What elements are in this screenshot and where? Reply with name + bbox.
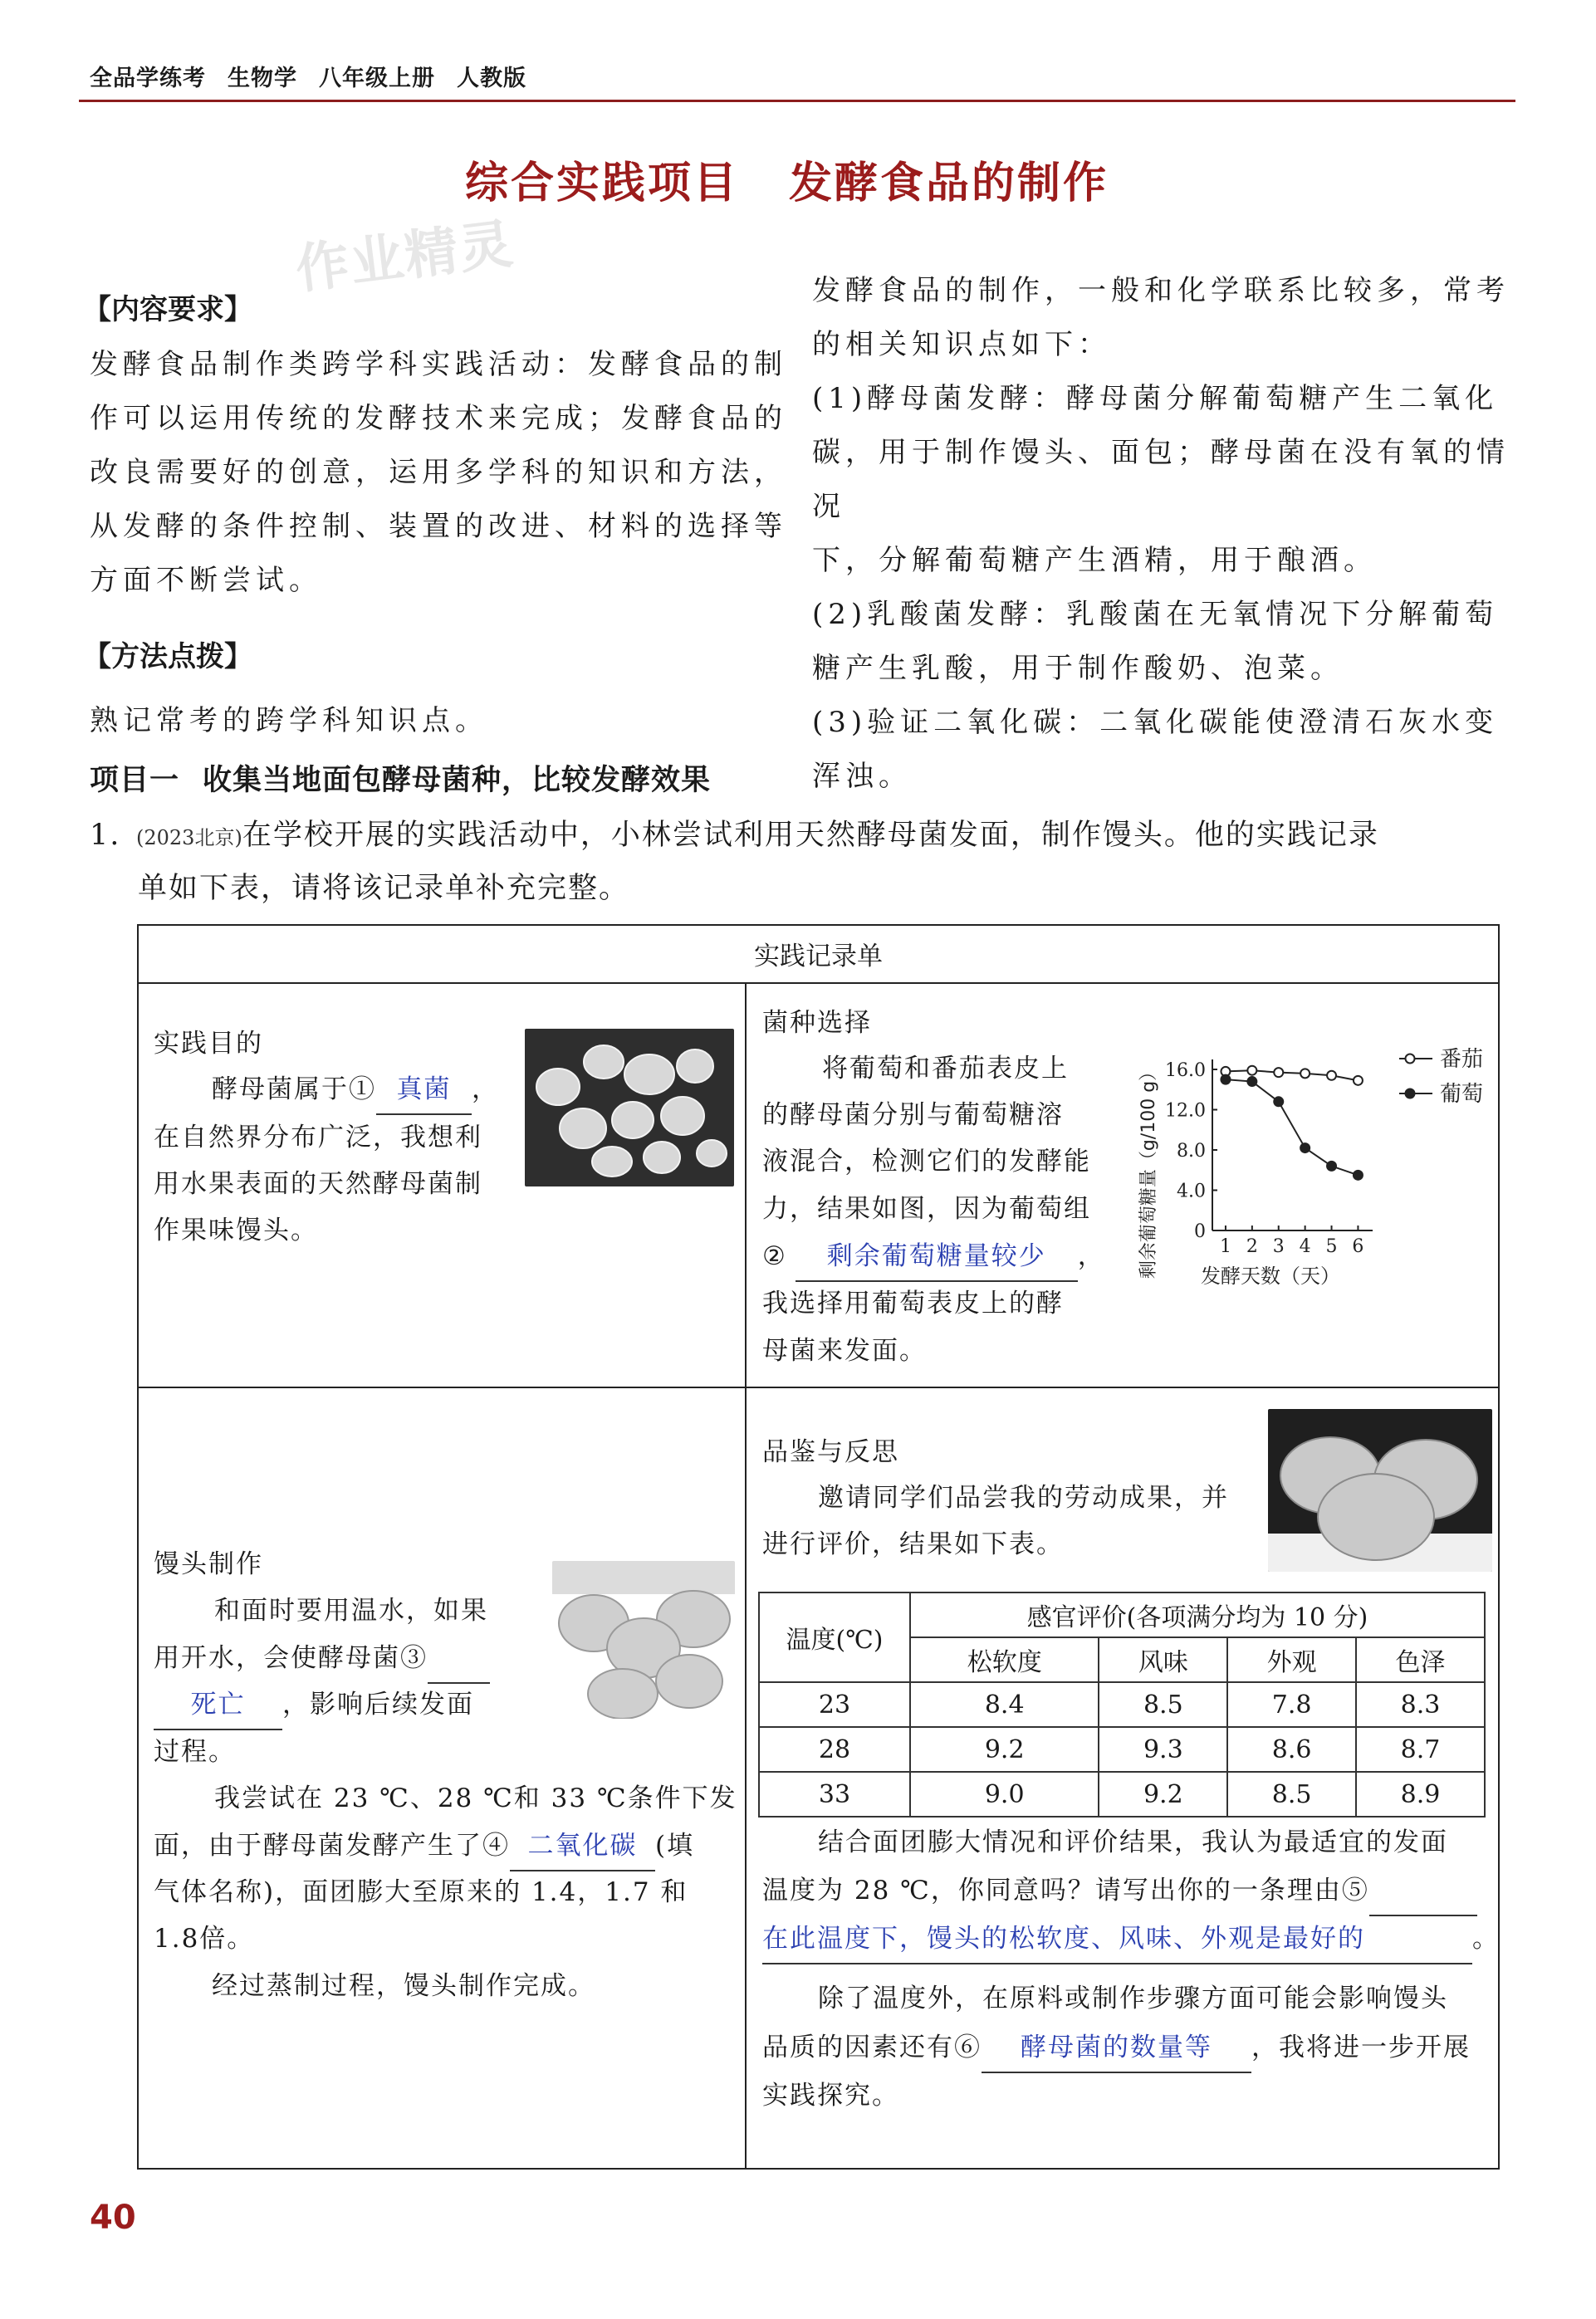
chart-data-point — [1300, 1143, 1310, 1152]
purpose-heading: 实践目的 — [154, 1029, 263, 1059]
purpose-text: 酵母菌属于① — [212, 1074, 376, 1104]
question-number: 1. — [90, 819, 121, 852]
answer-blank-5 — [762, 1915, 1472, 1964]
method-tip-tag: 【方法点拨】 — [83, 640, 252, 673]
table-cell: 8.5 — [1099, 1682, 1227, 1727]
series-name: 全品学练考 — [90, 66, 206, 91]
record-row-divider — [137, 1387, 1500, 1388]
chart-data-point — [1300, 1069, 1310, 1078]
col-header: 风味 — [1099, 1637, 1227, 1682]
knowledge-line: 的相关知识点如下： — [812, 328, 1111, 361]
table-cell: 9.3 — [1099, 1727, 1227, 1772]
table-cell: 33 — [759, 1772, 910, 1817]
table-cell: 8.5 — [1227, 1772, 1356, 1817]
conclusion-line-5 — [762, 2023, 1471, 2073]
table-cell: 8.4 — [910, 1682, 1099, 1727]
temp-header: 温度(℃) — [759, 1592, 910, 1682]
knowledge-points — [812, 264, 1510, 804]
req-line: 改良需要好的创意，运用多学科的知识和方法， — [90, 456, 787, 489]
evaluation-line-1: 邀请同学们品尝我的劳动成果，并 — [818, 1483, 1229, 1513]
making-line-2 — [154, 1634, 490, 1684]
selection-line-5 — [762, 1232, 1105, 1282]
knowledge-line: 糖产生乳酸，用于制作酸奶、泡菜。 — [812, 652, 1344, 685]
sensory-evaluation-table — [758, 1592, 1486, 1818]
req-line: 作可以运用传统的发酵技术来完成；发酵食品的 — [90, 402, 787, 435]
answer-6: 酵母菌的数量等 — [1021, 2033, 1212, 2062]
question-text-1: 在学校开展的实践活动中，小林尝试利用天然酵母菌发面，制作馒头。他的实践记录 — [242, 819, 1379, 852]
chart-legend-label: 番茄 — [1440, 1047, 1484, 1072]
chart-series-line — [1226, 1079, 1358, 1175]
chart-data-point — [1274, 1097, 1283, 1106]
chart-data-point — [1354, 1171, 1363, 1180]
chart-x-axis-label: 发酵天数（天） — [1201, 1265, 1340, 1288]
project-heading — [90, 757, 711, 799]
conclusion-text: 温度为 28 ℃，你同意吗？请写出你的一条理由⑤ — [762, 1876, 1369, 1906]
purpose-text: ， — [472, 1074, 499, 1104]
edition-name: 人教版 — [457, 66, 526, 91]
answer-blank-3 — [154, 1681, 282, 1730]
chart-data-point — [1247, 1066, 1256, 1075]
chart-data-point — [1327, 1071, 1336, 1080]
chart-data-point — [1274, 1068, 1283, 1077]
knowledge-line: 下，分解葡萄糖产生酒精，用于酿酒。 — [812, 544, 1377, 577]
chart-x-tick-label: 4 — [1299, 1236, 1311, 1257]
chart-data-point — [1247, 1077, 1256, 1086]
selection-line-1: 将葡萄和番茄表皮上 — [822, 1054, 1069, 1084]
chart-x-tick-label: 3 — [1272, 1236, 1285, 1257]
table-cell: 28 — [759, 1727, 910, 1772]
watermark: 作业精灵 — [292, 213, 518, 301]
answer-3: 死亡 — [190, 1690, 246, 1720]
selection-line-7: 母菌来发面。 — [762, 1336, 927, 1366]
conclusion-text: 品质的因素还有⑥ — [762, 2033, 982, 2062]
answer-blank-2 — [796, 1232, 1078, 1282]
making-line-1: 和面时要用温水，如果 — [214, 1596, 488, 1626]
selection-line-6: 我选择用葡萄表皮上的酵 — [762, 1289, 1064, 1319]
chart-x-tick-label: 5 — [1325, 1236, 1338, 1257]
making-line-7: 气体名称)，面团膨大至原来的 1.4，1.7 和 — [154, 1877, 688, 1907]
conclusion-text: 。 — [1472, 1924, 1500, 1954]
question-1 — [90, 805, 1518, 868]
chart-y-axis-label: 剩余葡萄糖量（g/100 g） — [1138, 1062, 1159, 1279]
conclusion-line-3 — [762, 1915, 1500, 1964]
knowledge-line: (3)验证二氧化碳：二氧化碳能使澄清石灰水变 — [812, 706, 1499, 739]
record-column-divider — [745, 982, 747, 2170]
evaluation-heading: 品鉴与反思 — [762, 1437, 899, 1467]
chart-y-tick-label: 8.0 — [1177, 1141, 1206, 1162]
table-cell: 7.8 — [1227, 1682, 1356, 1727]
selection-text: ， — [1077, 1241, 1105, 1271]
page-number: 40 — [90, 2199, 136, 2237]
making-line-4: 过程。 — [154, 1737, 236, 1767]
record-title: 实践记录单 — [754, 942, 883, 971]
purpose-line-4: 作果味馒头。 — [154, 1216, 318, 1245]
chart-y-tick-label: 16.0 — [1165, 1060, 1206, 1081]
header-rule — [79, 100, 1515, 102]
selection-line-3: 液混合，检测它们的发酵能 — [762, 1147, 1091, 1177]
question-text-2: 单如下表，请将该记录单补充完整。 — [138, 872, 630, 905]
selection-line-2: 的酵母菌分别与葡萄糖溶 — [762, 1100, 1064, 1130]
page-title — [465, 148, 1158, 210]
table-cell: 8.6 — [1227, 1727, 1356, 1772]
title-part1: 综合实践项目 — [465, 159, 740, 208]
answer-blank-3a — [428, 1634, 490, 1684]
purpose-line-1 — [212, 1065, 499, 1115]
knowledge-line: 碳，用于制作馒头、面包；酵母菌在没有氧的情况 — [812, 436, 1510, 523]
chart-legend-marker — [1406, 1089, 1415, 1098]
knowledge-line: (1)酵母菌发酵：酵母菌分解葡萄糖产生二氧化 — [812, 382, 1499, 415]
table-cell: 9.2 — [910, 1727, 1099, 1772]
making-line-8: 1.8倍。 — [154, 1924, 255, 1954]
req-line: 从发酵的条件控制、装置的改进、材料的选择等 — [90, 510, 787, 543]
knowledge-line: 浑浊。 — [812, 760, 912, 793]
steamed-buns-image — [552, 1561, 735, 1719]
project-label: 项目一 — [90, 764, 180, 797]
selection-line-4: 力，结果如图，因为葡萄组 — [762, 1194, 1091, 1224]
purpose-line-2: 在自然界分布广泛，我想利 — [154, 1123, 482, 1152]
answer-1: 真菌 — [396, 1074, 452, 1104]
table-cell: 8.9 — [1356, 1772, 1485, 1817]
subject-name: 生物学 — [228, 66, 297, 91]
steamed-bun-photo — [1268, 1409, 1492, 1572]
glucose-chart — [1129, 1038, 1500, 1304]
selection-heading: 菌种选择 — [762, 1008, 872, 1038]
chart-legend-label: 葡萄 — [1440, 1082, 1484, 1107]
running-header — [90, 60, 548, 92]
chart-data-point — [1327, 1162, 1336, 1171]
table-cell: 9.0 — [910, 1772, 1099, 1817]
table-row — [759, 1727, 1485, 1772]
table-cell: 23 — [759, 1682, 910, 1727]
chart-legend-marker — [1406, 1054, 1415, 1064]
grade-name: 八年级上册 — [319, 66, 435, 91]
conclusion-line-2 — [762, 1866, 1477, 1916]
answer-5: 在此温度下，馒头的松软度、风味、外观是最好的 — [762, 1924, 1365, 1954]
col-header: 外观 — [1227, 1637, 1356, 1682]
evaluation-line-2: 进行评价，结果如下表。 — [762, 1529, 1064, 1559]
sensory-table-wrap — [758, 1592, 1486, 1818]
making-line-5: 我尝试在 23 ℃、28 ℃和 33 ℃条件下发 — [214, 1783, 737, 1813]
selection-text: ② — [762, 1241, 787, 1271]
chart-data-point — [1354, 1076, 1363, 1085]
chart-y-tick-label: 12.0 — [1165, 1100, 1206, 1122]
answer-blank-5a — [1369, 1866, 1477, 1916]
conclusion-line-6: 实践探究。 — [762, 2081, 899, 2111]
table-cell: 9.2 — [1099, 1772, 1227, 1817]
table-cell: 8.3 — [1356, 1682, 1485, 1727]
method-tip-text: 熟记常考的跨学科知识点。 — [90, 704, 488, 737]
making-text: 面，由于酵母菌发酵产生了④ — [154, 1831, 510, 1861]
answer-blank-1 — [376, 1065, 472, 1115]
chart-x-tick-label: 6 — [1352, 1236, 1364, 1257]
answer-blank-4 — [510, 1822, 655, 1871]
making-line-3 — [154, 1681, 474, 1730]
chart-y-tick-label: 0 — [1194, 1221, 1206, 1242]
answer-4: 二氧化碳 — [527, 1831, 638, 1861]
yeast-micrograph-image — [525, 1029, 734, 1186]
col-header: 松软度 — [910, 1637, 1099, 1682]
chart-data-point — [1221, 1075, 1230, 1084]
sensory-group-header: 感官评价(各项满分均为 10 分) — [910, 1592, 1485, 1637]
chart-y-tick-label: 4.0 — [1177, 1181, 1206, 1202]
content-requirement-tag: 【内容要求】 — [83, 293, 252, 326]
col-header: 色泽 — [1356, 1637, 1485, 1682]
knowledge-line: 发酵食品的制作，一般和化学联系比较多，常考 — [812, 274, 1510, 307]
making-line-9: 经过蒸制过程，馒头制作完成。 — [212, 1971, 595, 2001]
making-text: ，影响后续发面 — [282, 1690, 474, 1720]
conclusion-text: ，我将进一步开展 — [1251, 2033, 1471, 2062]
making-line-6 — [154, 1822, 694, 1871]
table-row — [759, 1772, 1485, 1817]
table-row — [759, 1682, 1485, 1727]
chart-x-tick-label: 1 — [1219, 1236, 1231, 1257]
purpose-line-3: 用水果表面的天然酵母菌制 — [154, 1169, 482, 1199]
question-source: (2023北京) — [136, 826, 242, 849]
making-text: (填 — [655, 1831, 695, 1861]
answer-blank-6 — [982, 2023, 1251, 2073]
making-heading: 馒头制作 — [154, 1549, 263, 1579]
making-text: 用开水，会使酵母菌③ — [154, 1643, 428, 1673]
req-line: 发酵食品制作类跨学科实践活动：发酵食品的制 — [90, 348, 787, 381]
title-part2: 发酵食品的制作 — [789, 159, 1109, 208]
knowledge-line: (2)乳酸菌发酵：乳酸菌在无氧情况下分解葡萄 — [812, 598, 1499, 631]
chart-series-line — [1226, 1070, 1358, 1080]
conclusion-line-4: 除了温度外，在原料或制作步骤方面可能会影响馒头 — [818, 1984, 1448, 2013]
record-title-divider — [137, 982, 1500, 984]
table-cell: 8.7 — [1356, 1727, 1485, 1772]
content-requirement-text — [90, 338, 787, 608]
req-line: 方面不断尝试。 — [90, 564, 322, 597]
chart-x-tick-label: 2 — [1246, 1236, 1258, 1257]
conclusion-line-1: 结合面团膨大情况和评价结果，我认为最适宜的发面 — [818, 1827, 1448, 1857]
answer-2: 剩余葡萄糖量较少 — [826, 1241, 1046, 1271]
project-title: 收集当地面包酵母菌种，比较发酵效果 — [203, 764, 712, 797]
